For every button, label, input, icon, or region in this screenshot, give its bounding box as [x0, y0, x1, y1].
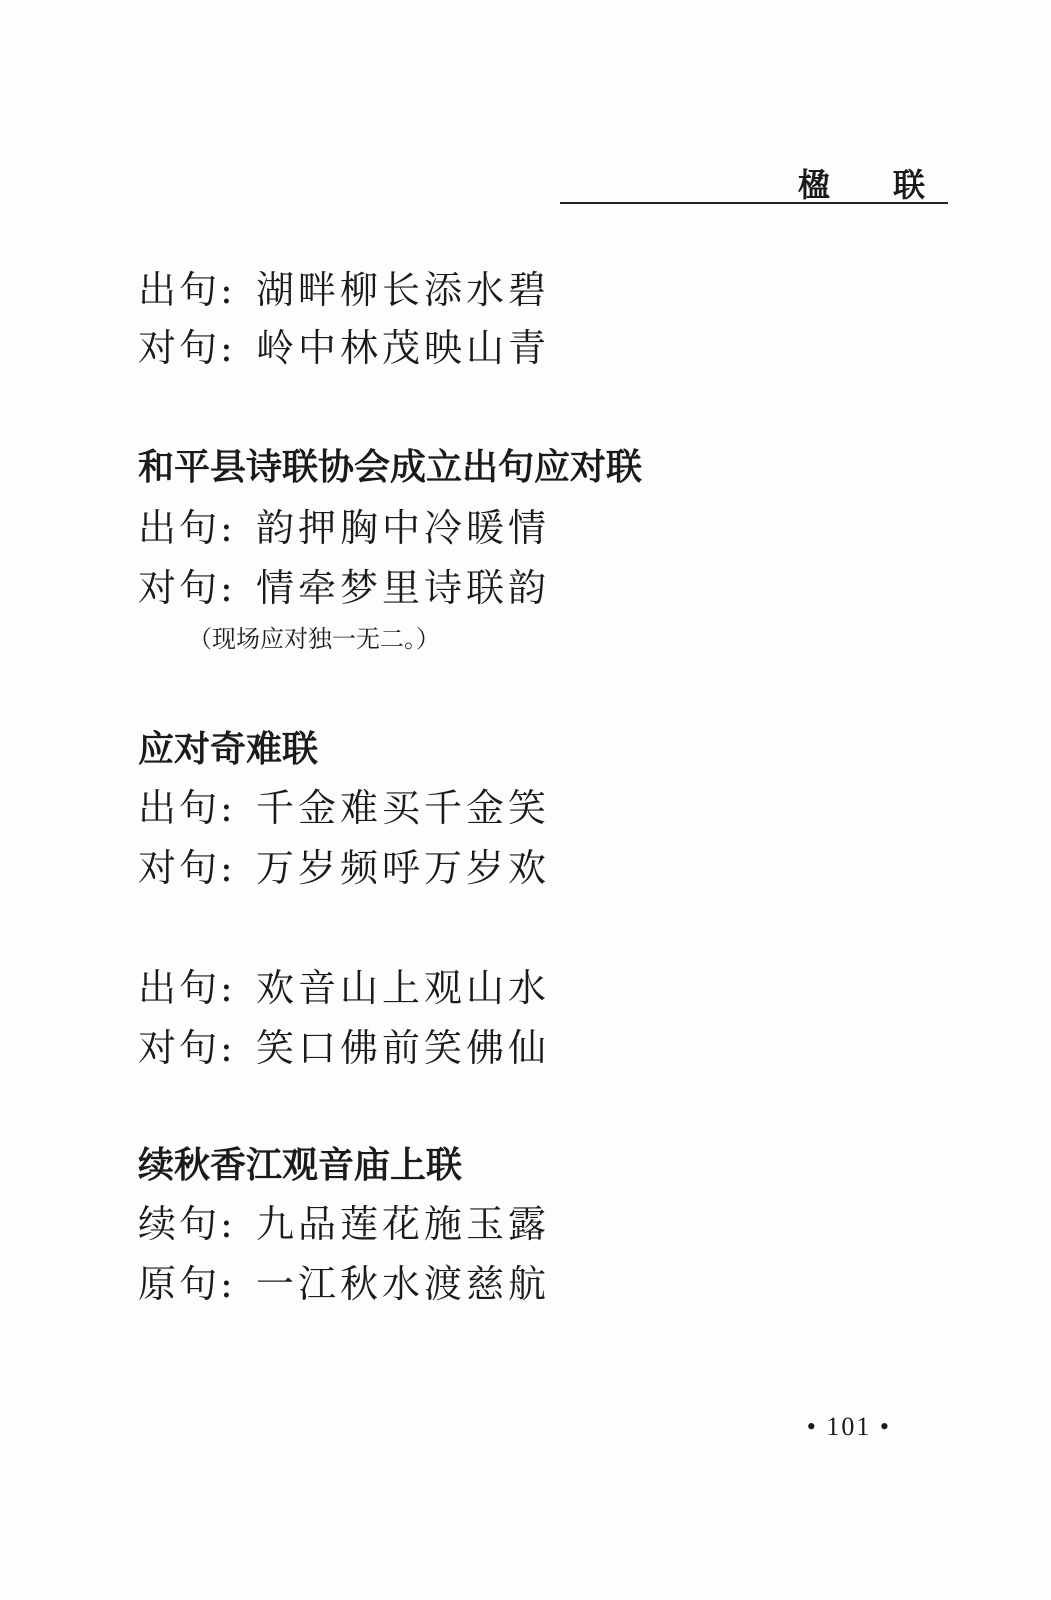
- couplet-line: [138, 1026, 550, 1070]
- line-colon: :: [220, 846, 236, 890]
- couplet-line: [138, 326, 550, 370]
- couplet-line: [138, 268, 550, 312]
- couplet-line: [138, 786, 550, 830]
- running-header: 楹 联: [797, 166, 951, 204]
- line-text: 九品莲花施玉露: [256, 1202, 551, 1246]
- line-text: 笑口佛前笑佛仙: [256, 1026, 551, 1070]
- line-label: 对句: [138, 326, 221, 370]
- line-label: 对句: [138, 1026, 221, 1070]
- couplet-line: [138, 566, 550, 610]
- line-label: 对句: [138, 846, 221, 890]
- line-text: 万岁频呼万岁欢: [256, 846, 551, 890]
- line-text: 欢音山上观山水: [256, 966, 551, 1010]
- line-text: 情牵梦里诗联韵: [256, 566, 551, 610]
- couplet-line: [138, 966, 550, 1010]
- section-heading: 和平县诗联协会成立出句应对联: [138, 447, 643, 488]
- line-label: 对句: [138, 566, 221, 610]
- line-colon: :: [220, 786, 236, 830]
- couplet-line: [138, 506, 550, 550]
- line-label: 出句: [138, 506, 221, 550]
- line-colon: :: [220, 966, 236, 1010]
- line-label: 续句: [138, 1202, 221, 1246]
- section-heading: 应对奇难联: [138, 729, 319, 770]
- line-colon: :: [220, 566, 236, 610]
- line-colon: :: [220, 506, 236, 550]
- line-text: 湖畔柳长添水碧: [256, 268, 551, 312]
- line-text: 一江秋水渡慈航: [256, 1262, 551, 1306]
- line-label: 出句: [138, 786, 221, 830]
- line-colon: :: [220, 1202, 236, 1246]
- annotation-note: （现场应对独一无二。）: [188, 625, 440, 653]
- line-colon: :: [220, 1262, 236, 1306]
- section-heading: 续秋香江观音庙上联: [138, 1145, 463, 1186]
- line-colon: :: [220, 1026, 236, 1070]
- couplet-line: [138, 1202, 550, 1246]
- page-number: • 101 •: [806, 1412, 891, 1441]
- header-rule: [560, 202, 948, 204]
- line-label: 出句: [138, 268, 221, 312]
- line-text: 千金难买千金笑: [256, 786, 551, 830]
- line-colon: :: [220, 268, 236, 312]
- line-label: 出句: [138, 966, 221, 1010]
- line-label: 原句: [138, 1262, 221, 1306]
- couplet-line: [138, 1262, 550, 1306]
- line-colon: :: [220, 326, 236, 370]
- line-text: 岭中林茂映山青: [256, 326, 551, 370]
- line-text: 韵押胸中冷暖情: [256, 506, 551, 550]
- couplet-line: [138, 846, 550, 890]
